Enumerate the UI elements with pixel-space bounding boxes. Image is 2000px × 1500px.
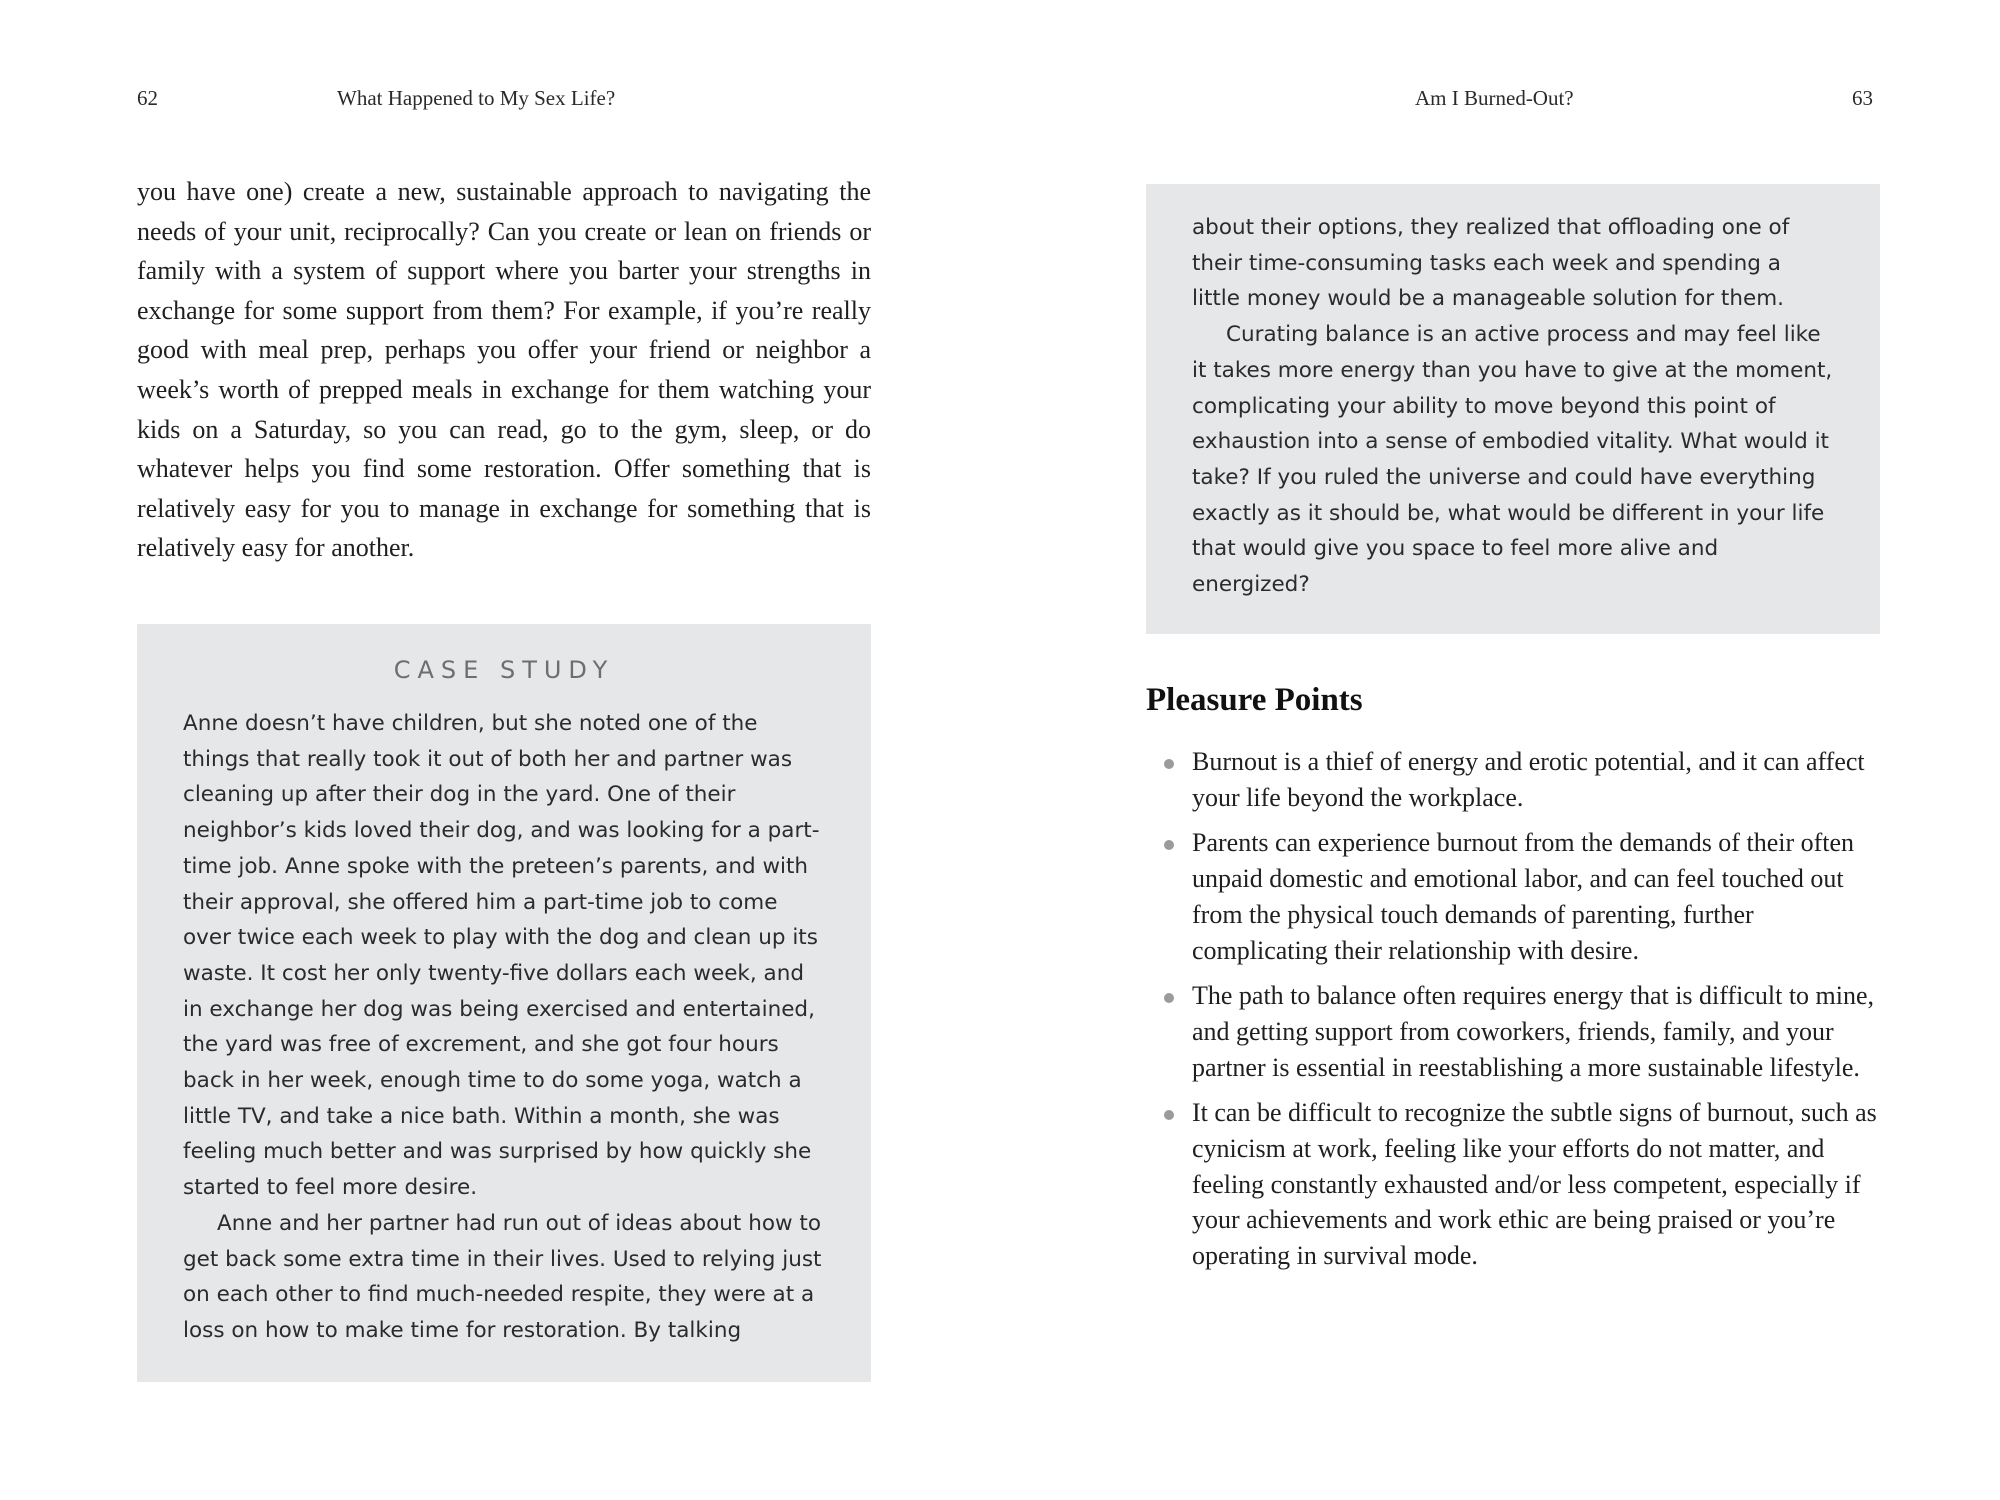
list-item bbox=[1146, 978, 1886, 1085]
point-text: The path to balance often requires energy that is difficult to mine, and getting support from coworkers, friends, family, and your partner is essential in reestablishing a more sustainable lifestyle. bbox=[1192, 981, 1875, 1082]
section-heading-pleasure-points: Pleasure Points bbox=[1146, 682, 1363, 718]
point-text: Parents can experience burnout from the demands of their often unpaid domestic and emotional labor, and can feel touched out from the physical touch demands of parenting, further complicating their relationship with desire. bbox=[1192, 828, 1855, 965]
case-study-continued-box bbox=[1146, 184, 1880, 634]
case-study-box bbox=[137, 624, 871, 1382]
list-item bbox=[1146, 744, 1886, 815]
case-study-continued-paragraph-2: Curating balance is an active process and may feel like it takes more energy than you have to give at the moment, complicating your ability to move beyond this point of exhaustion into a sense of embodied vitality. What would it take? If you ruled the universe and could have everything exactly as it should be, what would be different in your life that would give you space to feel more alive and energized? bbox=[1192, 322, 1833, 598]
case-study-continued-paragraph-1: about their options, they realized that offloading one of their time-consuming tasks each week and spending a little money would be a manageable solution for them. bbox=[1192, 215, 1790, 312]
bullet-icon bbox=[1164, 1110, 1174, 1120]
list-item bbox=[1146, 825, 1886, 968]
case-study-paragraph-2: Anne and her partner had run out of ideas about how to get back some extra time in their lives. Used to relying just on each other to find much-needed respite, they were at a loss on how to make time for restoration. By talking bbox=[183, 1210, 822, 1343]
body-paragraph: you have one) create a new, sustainable approach to navigating the needs of your unit, reciprocally? Can you create or lean on friends or family with a system of support where you barter your strengths in exchange for some support from them? For example, if you’re really good with meal prep, perhaps you offer your friend or neighbor a week’s worth of prepped meals in exchange for them watching your kids on a Saturday, so you can read, go to the gym, sleep, or do whatever helps you find some restoration. Offer something that is relatively easy for you to manage in exchange for something that is relatively easy for another. bbox=[137, 177, 871, 563]
bullet-icon bbox=[1164, 759, 1174, 769]
case-study-title: CASE STUDY bbox=[393, 656, 615, 684]
page-number-left: 62 bbox=[137, 86, 158, 110]
bullet-icon bbox=[1164, 840, 1174, 850]
point-text: It can be difficult to recognize the subtle signs of burnout, such as cynicism at work, feeling like your efforts do not matter, and feeling constantly exhausted and/or less competent, especially if your achievements and work ethic are being praised or you’re operating in survival mode. bbox=[1192, 1098, 1877, 1271]
bullet-icon bbox=[1164, 993, 1174, 1003]
page-number-right: 63 bbox=[1852, 86, 1873, 110]
running-head-left: What Happened to My Sex Life? bbox=[337, 86, 616, 110]
running-head-right: Am I Burned-Out? bbox=[1415, 86, 1574, 110]
case-study-paragraph-1: Anne doesn’t have children, but she noted one of the things that really took it out of both her and partner was cleaning up after their dog in the yard. One of their neighbor’s kids loved their dog, and was looking for a part-time job. Anne spoke with the preteen’s parents, and with their approval, she offered him a part-time job to come over twice each week to play with the dog and clean up its waste. It cost her only twenty-five dollars each week, and in exchange her dog was being exercised and entertained, the yard was free of excrement, and she got four hours back in her week, enough time to do some yoga, watch a little TV, and take a nice bath. Within a month, she was feeling much better and was surprised by how quickly she started to feel more desire. bbox=[183, 711, 820, 1201]
list-item bbox=[1146, 1095, 1886, 1274]
pleasure-points-list bbox=[1146, 744, 1886, 1284]
point-text: Burnout is a thief of energy and erotic potential, and it can affect your life beyond the workplace. bbox=[1192, 747, 1865, 812]
